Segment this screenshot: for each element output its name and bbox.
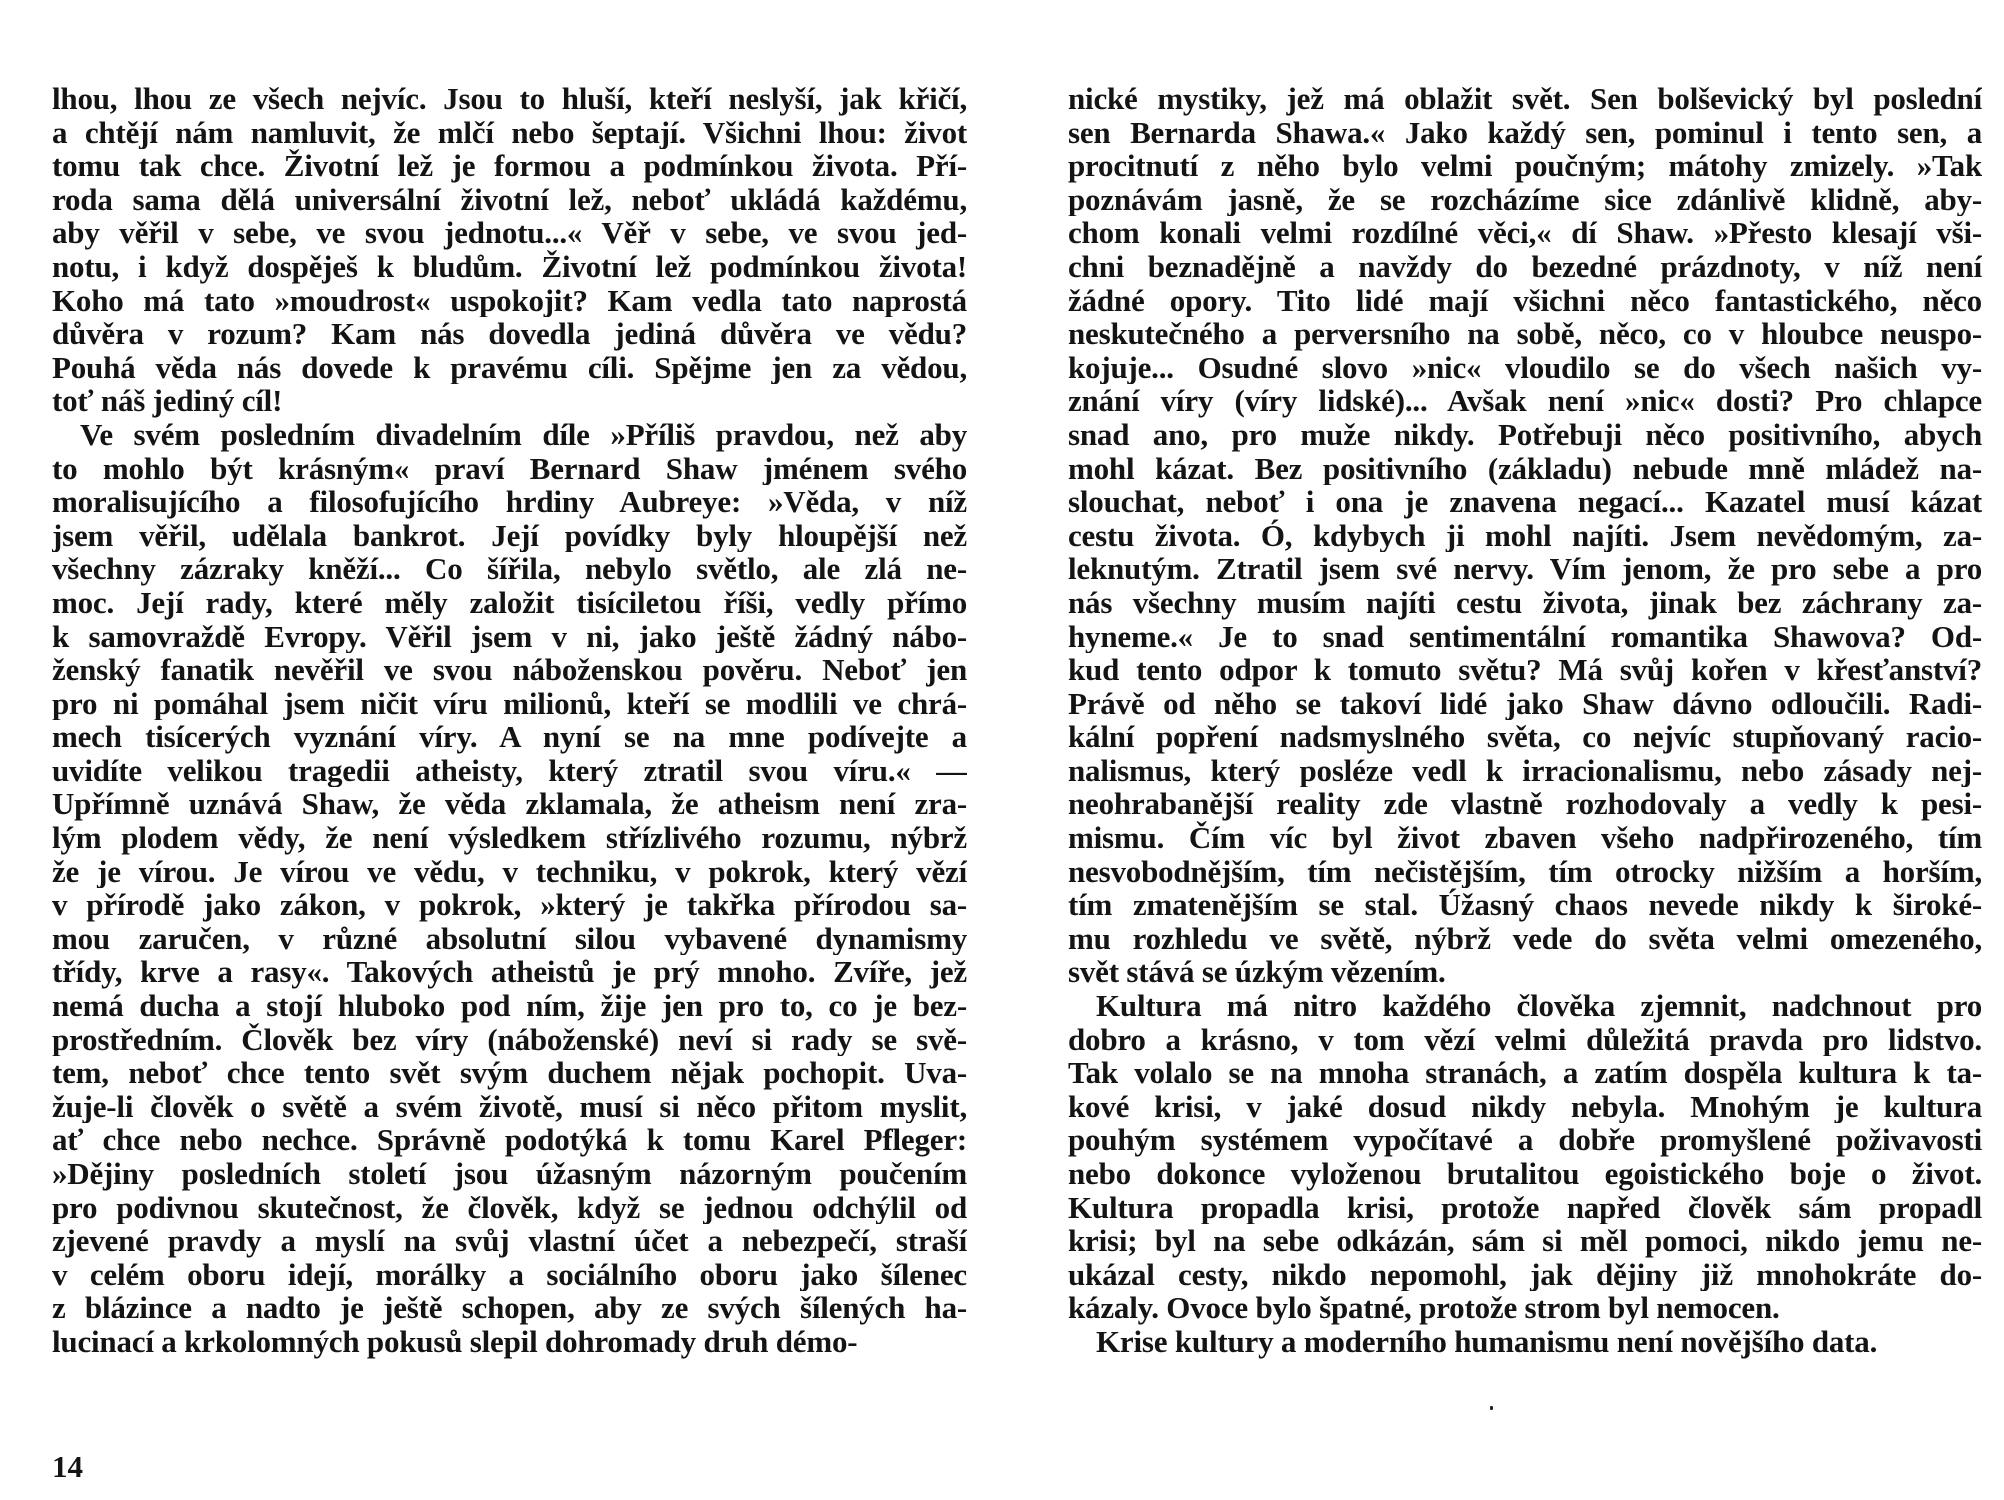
text-line: kázaly. Ovoce bylo špatné, protože strom byl nemocen. [1068,1290,1780,1326]
text-line: Kultura má nitro každého člověka zjemnit, nadchnout pro [1096,989,1982,1023]
text-line: k samovraždě Evropy. Věřil jsem v ni, jako ještě žádný nábo- [52,619,967,654]
text-line: tomu tak chce. Životní lež je formou a podmínkou života. Pří- [52,149,967,183]
text-line: lhou, lhou ze všech nejvíc. Jsou to hluší, kteří neslyší, jak křičí, [52,82,967,116]
text-line: kové krisi, v jaké dosud nikdy nebyla. Mnohým je kultura [1068,1089,1982,1124]
right-text-column [1068,82,1982,1359]
text-line: lým plodem vědy, že není výsledkem střízlivého rozumu, nýbrž [52,821,967,855]
text-line: cestu života. Ó, kdybych ji mohl najíti. Jsem nevědomým, za- [1068,518,1982,553]
text-line: tem, neboť chce tento svět svým duchem nějak pochopit. Uva- [52,1056,967,1090]
print-speck [1490,1406,1493,1410]
text-line: Upřímně uznává Shaw, že věda zklamala, že atheism není zra- [52,787,967,822]
page-number: 14 [52,1449,83,1484]
text-line: moralisujícího a filosofujícího hrdiny Aubreye: »Věda, v níž [52,485,967,519]
text-line: procitnutí z něho bylo velmi poučným; mátohy zmizely. »Tak [1068,149,1982,183]
text-line: kud tento odpor k tomuto světu? Má svůj kořen v křesťanství? [1068,653,1982,687]
text-line: kální popření nadsmyslného světa, co nejvíc stupňovaný racio- [1068,720,1982,754]
text-line: hyneme.« Je to snad sentimentální romantika Shawova? Od- [1068,619,1982,654]
text-line: pouhým systémem vypočítavé a dobře promyšlené poživavosti [1068,1123,1982,1157]
text-line: pro podivnou skutečnost, že člověk, když se jednou odchýlil od [52,1190,967,1225]
text-line: leknutým. Ztratil jsem své nervy. Vím jenom, že pro sebe a pro [1068,552,1982,586]
text-line: »Dějiny posledních století jsou úžasným názorným poučením [52,1157,967,1191]
text-line: Kultura propadla krisi, protože napřed člověk sám propadl [1068,1190,1982,1225]
text-line: všechny zázraky kněží... Co šířila, nebylo světlo, ale zlá ne- [52,552,967,586]
text-line: Právě od něho se takoví lidé jako Shaw dávno odloučili. Radi- [1068,686,1982,721]
text-line: toť náš jediný cíl! [52,383,283,419]
text-line: chom konali velmi rozdílné věci,« dí Shaw. »Přesto klesají vši- [1068,216,1982,250]
text-line: že je vírou. Je vírou ve vědu, v techniku, v pokrok, který vězí [52,854,967,889]
text-line: notu, i když dospěješ k bludům. Životní lež podmínkou života! [52,249,967,284]
text-line: zjevené pravdy a myslí na svůj vlastní účet a nebezpečí, straší [52,1224,967,1258]
text-line: pro ni pomáhal jsem ničit víru milionů, kteří se modlili ve chrá- [52,686,967,721]
left-text-column [52,82,967,1359]
right-page [1002,0,2004,1500]
text-line: poznávám jasně, že se rozcházíme sice zdánlivě klidně, aby- [1068,182,1982,217]
text-line: mohl kázat. Bez positivního (základu) nebude mně mládež na- [1068,451,1982,486]
text-line: lucinací a krkolomných pokusů slepil dohromady druh démo- [52,1323,858,1359]
text-line: snad ano, pro muže nikdy. Potřebuji něco positivního, abych [1068,417,1982,452]
text-line: nalismus, který posléze vedl k irracionalismu, nebo zásady nej- [1068,753,1982,788]
text-line: mou zaručen, v různé absolutní silou vybavené dynamismy [52,921,967,956]
text-line: nemá ducha a stojí hluboko pod ním, žije jen pro to, co je bez- [52,989,967,1023]
text-line: tím zmatenějším se stal. Úžasný chaos nevede nikdy k široké- [1068,888,1982,922]
text-line: Pouhá věda nás dovede k pravému cíli. Spějme jen za vědou, [52,350,967,385]
text-line: jsem věřil, udělala bankrot. Její povídky byly hloupější než [52,518,967,553]
text-line: roda sama dělá universální životní lež, neboť ukládá každému, [52,182,967,217]
text-line: svět stává se úzkým vězením. [1068,954,1446,990]
text-line: Ve svém posledním divadelním díle »Příliš pravdou, než aby [80,417,967,452]
text-line: znání víry (víry lidské)... Avšak není »nic« dosti? Pro chlapce [1068,384,1982,418]
text-line: moc. Její rady, které měly založit tisíciletou říši, vedly přímo [52,585,967,620]
text-line: Krise kultury a moderního humanismu není novějšího data. [1096,1323,1878,1359]
text-line: žuje-li člověk o světě a svém životě, musí si něco přitom myslit, [52,1089,967,1124]
text-line: slouchat, neboť i ona je znavena negací... Kazatel musí kázat [1068,485,1982,519]
text-line: v celém oboru idejí, morálky a sociálního oboru jako šílenec [52,1257,967,1292]
text-line: sen Bernarda Shawa.« Jako každý sen, pominul i tento sen, a [1068,115,1982,150]
text-line: Koho má tato »moudrost« uspokojit? Kam vedla tato naprostá [52,283,967,318]
text-line: třídy, krve a rasy«. Takových atheistů je prý mnoho. Zvíře, jež [52,955,967,990]
text-line: to mohlo být krásným« praví Bernard Shaw jménem svého [52,451,967,486]
text-line: v přírodě jako zákon, v pokrok, »který je takřka přírodou sa- [52,888,967,922]
text-line: uvidíte velikou tragedii atheisty, který ztratil svou víru.« — [52,753,967,788]
text-line: ať chce nebo nechce. Správně podotýká k tomu Karel Pfleger: [52,1123,967,1157]
text-line: a chtějí nám namluvit, že mlčí nebo šeptají. Všichni lhou: život [52,115,967,150]
text-line: mu rozhledu ve světě, nýbrž vede do světa velmi omezeného, [1068,921,1982,956]
text-line: žádné opory. Tito lidé mají všichni něco fantastického, něco [1068,283,1982,318]
text-line: dobro a krásno, v tom vězí velmi důležitá pravda pro lidstvo. [1068,1022,1982,1057]
text-line: důvěra v rozum? Kam nás dovedla jediná důvěra ve vědu? [52,317,967,351]
text-line: z blázince a nadto je ještě schopen, aby ze svých šílených ha- [52,1291,967,1325]
text-line: prostředním. Člověk bez víry (náboženské) neví si rady se svě- [52,1022,967,1057]
text-line: ženský fanatik nevěřil ve svou náboženskou pověru. Neboť jen [52,653,967,687]
text-line: nás všechny musím najíti cestu života, jinak bez záchrany za- [1068,585,1982,620]
text-line: krisi; byl na sebe odkázán, sám si měl pomoci, nikdo jemu ne- [1068,1224,1982,1258]
text-line: ukázal cesty, nikdo nepomohl, jak dějiny již mnohokráte do- [1068,1257,1982,1292]
text-line: nické mystiky, jež má oblažit svět. Sen bolševický byl poslední [1068,82,1982,116]
text-line: kojuje... Osudné slovo »nic« vloudilo se do všech našich vy- [1068,350,1982,385]
text-line: neohrabanější reality zde vlastně rozhodovaly a vedly k pesi- [1068,787,1982,822]
text-line: aby věřil v sebe, ve svou jednotu...« Věř v sebe, ve svou jed- [52,216,967,250]
text-line: mismu. Čím víc byl život zbaven všeho nadpřirozeného, tím [1068,821,1982,855]
text-line: Tak volalo se na mnoha stranách, a zatím dospěla kultura k ta- [1068,1056,1982,1090]
text-line: chni beznadějně a navždy do bezedné prázdnoty, v níž není [1068,249,1982,284]
text-line: nebo dokonce vyloženou brutalitou egoistického boje o život. [1068,1157,1982,1191]
text-line: nesvobodnějším, tím nečistějším, tím otrocky nižším a horším, [1068,854,1982,889]
text-line: mech tisícerých vyznání víry. A nyní se na mne podívejte a [52,720,967,754]
text-line: neskutečného a perversního na sobě, něco, co v hloubce neuspo- [1068,317,1982,351]
